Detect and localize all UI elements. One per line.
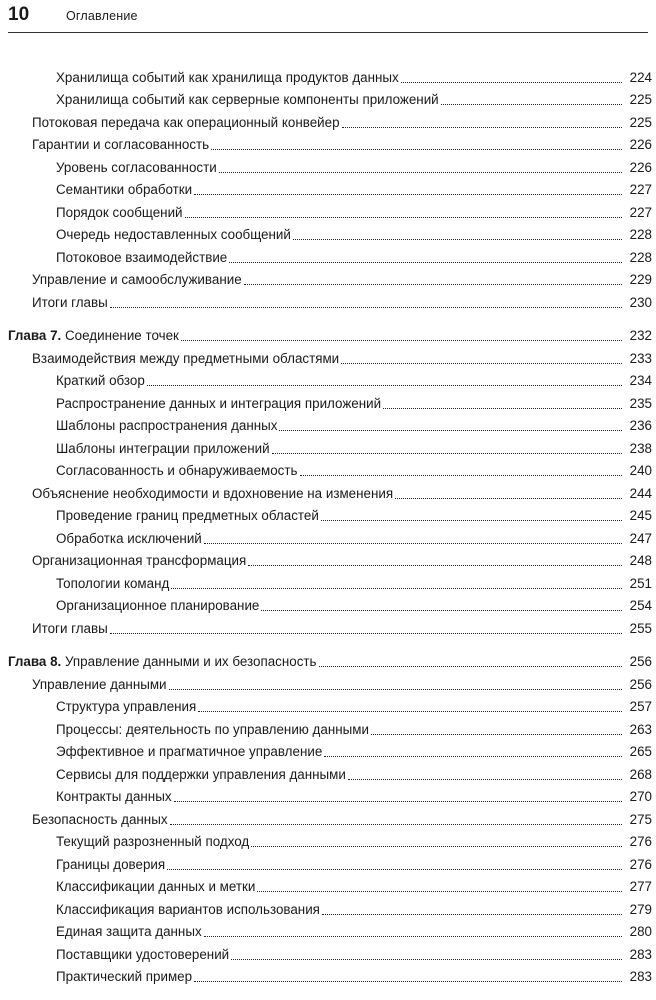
- toc-entry-text: Проведение границ предметных областей: [56, 508, 319, 523]
- dot-leader: [395, 497, 622, 499]
- toc-entry-title: [32, 115, 340, 131]
- toc-entry-text: Хранилища событий как хранилища продуктов данных: [56, 69, 399, 85]
- toc-entry-title: [56, 396, 381, 412]
- toc-entry-text: Итоги главы: [32, 620, 108, 636]
- toc-entry-text: Процессы: деятельность по управлению данными: [56, 721, 369, 737]
- toc-page-number: 227: [629, 182, 652, 197]
- dot-leader: [261, 609, 622, 611]
- toc-entry-title: [32, 486, 393, 502]
- toc-page-number: 232: [629, 328, 652, 343]
- toc-page-number: 279: [629, 901, 652, 917]
- toc-entry-title: [56, 969, 192, 985]
- toc-entry-title: [32, 295, 108, 311]
- toc-subsection[interactable]: [0, 153, 656, 176]
- toc-page-number: 263: [629, 721, 652, 737]
- toc-entry-text: Организационная трансформация: [32, 553, 247, 568]
- dot-leader: [170, 823, 622, 825]
- toc-page-number: 277: [629, 879, 652, 894]
- toc-page-number: 248: [629, 553, 652, 568]
- table-of-contents: [0, 63, 656, 985]
- toc-page-number: 228: [629, 227, 652, 242]
- dot-leader: [229, 261, 622, 263]
- toc-page-number: 225: [629, 92, 652, 107]
- toc-page-number: 283: [629, 969, 652, 984]
- toc-subsection[interactable]: [0, 783, 656, 806]
- toc-entry-text: Топологии команд: [56, 575, 170, 591]
- toc-entry-title: [32, 553, 246, 569]
- toc-page-number: 235: [629, 395, 652, 411]
- toc-entry-text: Взаимодействия между предметными областями: [32, 350, 340, 366]
- toc-page-number: 255: [629, 620, 652, 636]
- toc-page-number: 254: [629, 598, 652, 613]
- toc-section[interactable]: [0, 344, 656, 367]
- dot-leader: [211, 148, 622, 150]
- toc-section[interactable]: [0, 266, 656, 289]
- dot-leader: [251, 845, 622, 847]
- toc-entry-text: Распространение данных и интеграция приложений: [56, 395, 382, 411]
- toc-entry-text: Контракты данных: [56, 789, 172, 804]
- toc-page-number: 229: [629, 272, 652, 287]
- toc-subsection[interactable]: [0, 198, 656, 221]
- toc-subsection[interactable]: [0, 760, 656, 783]
- toc-entry-text: Итоги главы: [32, 294, 108, 310]
- toc-entry-text: Практический пример: [56, 969, 193, 984]
- dot-leader: [204, 542, 622, 544]
- toc-entry-title: [32, 677, 167, 693]
- toc-section[interactable]: [0, 547, 656, 570]
- dot-leader: [185, 216, 622, 218]
- toc-entry-title: [32, 351, 339, 367]
- dot-leader: [321, 519, 622, 521]
- toc-page-number: 228: [629, 249, 652, 265]
- toc-entry-title: [8, 328, 179, 344]
- toc-entry-text: Уровень согласованности: [56, 159, 217, 175]
- toc-entry-title: [56, 160, 217, 176]
- toc-entry-text: Безопасность данных: [32, 811, 168, 827]
- toc-entry-title: [56, 373, 145, 389]
- dot-leader: [231, 958, 622, 960]
- toc-entry-title: [56, 924, 202, 940]
- toc-entry-title: [56, 699, 196, 715]
- toc-subsection[interactable]: [0, 63, 656, 86]
- toc-entry-title: [56, 418, 277, 434]
- toc-entry-text: Шаблоны интеграции приложений: [56, 440, 270, 456]
- toc-entry-text: Гарантии и согласованность: [32, 137, 210, 152]
- dot-leader: [293, 238, 622, 240]
- dot-leader: [110, 306, 622, 308]
- toc-subsection[interactable]: [0, 715, 656, 738]
- toc-subsection[interactable]: [0, 873, 656, 896]
- dot-leader: [401, 81, 622, 83]
- toc-entry-title: [56, 463, 298, 479]
- dot-leader: [348, 778, 622, 780]
- toc-entry-text: Обработка исключений: [56, 530, 202, 546]
- toc-page-number: 270: [629, 789, 652, 804]
- toc-entry-text: Объяснение необходимости и вдохновение на изменения: [32, 485, 394, 501]
- toc-subsection[interactable]: [0, 367, 656, 390]
- toc-entry-title: [32, 137, 209, 153]
- toc-entry-title: [56, 857, 165, 873]
- page-header: [8, 0, 648, 33]
- dot-leader: [174, 800, 622, 802]
- dot-leader: [272, 452, 622, 454]
- toc-section[interactable]: [0, 479, 656, 502]
- toc-page-number: 224: [629, 69, 652, 85]
- dot-leader: [371, 733, 622, 735]
- toc-subsection[interactable]: [0, 434, 656, 457]
- toc-entry-text: Организационное планирование: [56, 598, 260, 613]
- toc-page-number: 238: [629, 440, 652, 456]
- toc-section[interactable]: [0, 805, 656, 828]
- chapter-label: Глава 8.: [8, 654, 62, 669]
- toc-entry-title: [56, 902, 320, 918]
- toc-subsection[interactable]: [0, 524, 656, 547]
- toc-entry-text: Текущий разрозненный подход: [56, 834, 250, 849]
- dot-leader: [248, 564, 622, 566]
- toc-page-number: 234: [629, 373, 652, 388]
- toc-entry-text: Согласованность и обнаруживаемость: [56, 463, 298, 478]
- toc-entry-text: Семантики обработки: [56, 182, 193, 197]
- toc-entry-title: [56, 576, 169, 592]
- dot-leader: [342, 126, 622, 128]
- toc-page-number: 245: [629, 508, 652, 523]
- toc-page-number: 276: [629, 834, 652, 849]
- dot-leader: [204, 935, 622, 937]
- dot-leader: [181, 339, 622, 341]
- toc-subsection[interactable]: [0, 693, 656, 716]
- toc-page-number: 225: [629, 114, 652, 130]
- toc-entry-title: [32, 272, 242, 288]
- toc-page-number: 283: [629, 946, 652, 962]
- toc-chapter[interactable]: [0, 322, 656, 345]
- toc-page-number: 276: [629, 856, 652, 872]
- toc-entry-text: Управление и самообслуживание: [32, 272, 242, 287]
- toc-entry-title: [8, 654, 317, 670]
- dot-leader: [169, 688, 622, 690]
- toc-entry-title: [32, 812, 168, 828]
- toc-page-number: 244: [629, 485, 652, 501]
- toc-page-number: 226: [629, 159, 652, 175]
- toc-entry-title: [56, 531, 202, 547]
- toc-subsection[interactable]: [0, 502, 656, 525]
- toc-entry-text: Соединение точек: [65, 328, 179, 343]
- toc-page-number: 230: [629, 294, 652, 310]
- toc-entry-title: [56, 947, 229, 963]
- toc-entry-text: Классификации данных и метки: [56, 879, 256, 894]
- dot-leader: [194, 193, 622, 195]
- running-title: Оглавление: [66, 9, 138, 23]
- toc-subsection[interactable]: [0, 221, 656, 244]
- toc-entry-text: Очередь недоставленных сообщений: [56, 227, 291, 242]
- toc-entry-title: [56, 205, 183, 221]
- toc-entry-title: [56, 598, 259, 614]
- toc-page-number: 256: [629, 654, 652, 669]
- dot-leader: [147, 384, 622, 386]
- toc-entry-title: [56, 227, 291, 243]
- toc-section[interactable]: [0, 670, 656, 693]
- dot-leader: [194, 980, 622, 982]
- toc-entry-text: Потоковая передача как операционный конвейер: [32, 114, 340, 130]
- toc-entry-text: Краткий обзор: [56, 373, 145, 388]
- toc-entry-text: Порядок сообщений: [56, 204, 183, 220]
- dot-leader: [257, 890, 622, 892]
- toc-entry-title: [56, 722, 369, 738]
- toc-page-number: 240: [629, 463, 652, 478]
- toc-subsection[interactable]: [0, 389, 656, 412]
- dot-leader: [198, 710, 622, 712]
- toc-page-number: 236: [629, 418, 652, 433]
- toc-subsection[interactable]: [0, 895, 656, 918]
- toc-entry-text: Поставщики удостоверений: [56, 946, 230, 962]
- toc-subsection[interactable]: [0, 86, 656, 109]
- toc-entry-title: [56, 441, 270, 457]
- toc-entry-text: Сервисы для поддержки управления данными: [56, 766, 346, 782]
- toc-entry-title: [56, 508, 319, 524]
- toc-page-number: 257: [629, 699, 652, 714]
- toc-page-number: 268: [629, 766, 652, 782]
- chapter-label: Глава 7.: [8, 328, 62, 343]
- toc-entry-text: Единая защита данных: [56, 924, 202, 939]
- toc-page-number: 280: [629, 924, 652, 939]
- toc-entry-title: [56, 92, 439, 108]
- dot-leader: [171, 587, 622, 589]
- toc-subsection[interactable]: [0, 963, 656, 986]
- dot-leader: [300, 474, 623, 476]
- dot-leader: [219, 171, 622, 173]
- toc-entry-text: Управление данными и их безопасность: [65, 654, 317, 669]
- toc-entry-text: Границы доверия: [56, 856, 166, 872]
- toc-subsection[interactable]: [0, 940, 656, 963]
- toc-entry-title: [56, 182, 192, 198]
- toc-page-number: 233: [629, 350, 652, 366]
- toc-entry-title: [56, 767, 346, 783]
- toc-page-number: 256: [629, 676, 652, 692]
- dot-leader: [441, 103, 622, 105]
- dot-leader: [244, 283, 622, 285]
- toc-entry-text: Классификация вариантов использования: [56, 901, 320, 917]
- toc-entry-title: [56, 250, 227, 266]
- toc-page-number: 227: [629, 204, 652, 220]
- toc-subsection[interactable]: [0, 243, 656, 266]
- toc-page-number: 275: [629, 811, 652, 827]
- toc-subsection[interactable]: [0, 412, 656, 435]
- toc-entry-title: [56, 744, 322, 760]
- toc-entry-text: Управление данными: [32, 676, 167, 692]
- dot-leader: [383, 407, 622, 409]
- toc-subsection[interactable]: [0, 176, 656, 199]
- toc-section[interactable]: [0, 131, 656, 154]
- toc-entry-title: [56, 789, 172, 805]
- toc-subsection[interactable]: [0, 592, 656, 615]
- toc-entry-title: [32, 621, 108, 637]
- toc-subsection[interactable]: [0, 828, 656, 851]
- toc-page-number: 265: [629, 744, 652, 759]
- toc-subsection[interactable]: [0, 738, 656, 761]
- toc-page-number: 226: [629, 137, 652, 152]
- toc-chapter[interactable]: [0, 648, 656, 671]
- toc-page-number: 247: [629, 530, 652, 546]
- dot-leader: [110, 632, 622, 634]
- toc-subsection[interactable]: [0, 569, 656, 592]
- dot-leader: [324, 755, 622, 757]
- toc-entry-text: Хранилища событий как серверные компоненты приложений: [56, 92, 439, 107]
- page-number: 10: [8, 4, 30, 25]
- dot-leader: [319, 665, 622, 667]
- toc-page-number: 251: [629, 575, 652, 591]
- toc-entry-title: [56, 879, 255, 895]
- toc-subsection[interactable]: [0, 918, 656, 941]
- toc-section[interactable]: [0, 288, 656, 311]
- toc-entry-text: Потоковое взаимодействие: [56, 249, 228, 265]
- toc-entry-text: Шаблоны распространения данных: [56, 418, 278, 433]
- dot-leader: [322, 913, 622, 915]
- toc-subsection[interactable]: [0, 457, 656, 480]
- toc-entry-text: Эффективное и прагматичное управление: [56, 744, 323, 759]
- toc-section[interactable]: [0, 108, 656, 131]
- dot-leader: [341, 362, 622, 364]
- dot-leader: [279, 429, 622, 431]
- toc-entry-title: [56, 70, 399, 86]
- dot-leader: [167, 868, 622, 870]
- toc-entry-text: Структура управления: [56, 699, 197, 714]
- toc-section[interactable]: [0, 614, 656, 637]
- toc-subsection[interactable]: [0, 850, 656, 873]
- toc-entry-title: [56, 834, 249, 850]
